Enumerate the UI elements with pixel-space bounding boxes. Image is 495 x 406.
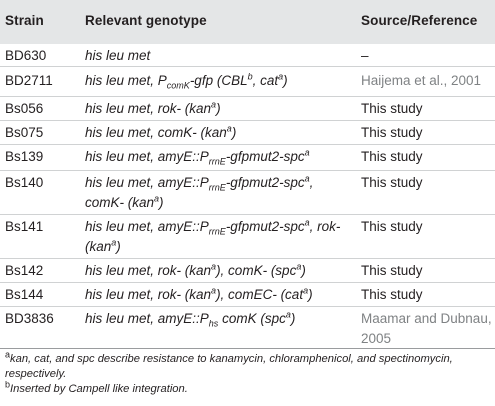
table-header <box>0 0 495 44</box>
source-cell: This study <box>361 219 423 234</box>
source-cell: This study <box>361 149 423 164</box>
strain-cell: Bs139 <box>5 149 44 164</box>
strain-cell: Bs056 <box>5 101 44 116</box>
footnote-a: $^a$kan, cat, and spc describe resistance to kanamycin, chloramphenicol, and spectinomycin, respectively. <box>5 349 453 380</box>
table-row <box>0 66 495 97</box>
strain-cell: Bs140 <box>5 175 44 190</box>
source-cell: Haijema et al., 2001 <box>361 73 482 88</box>
header-genotype: Relevant genotype <box>85 13 207 28</box>
table-row <box>0 44 495 66</box>
table-row <box>0 306 495 349</box>
footnote-b: $^b$Inserted by Campell like integration. <box>5 379 188 395</box>
source-cell: This study <box>361 263 423 278</box>
strain-cell: Bs144 <box>5 287 44 302</box>
table-row-last-border <box>0 348 495 349</box>
genotype-cell: his leu met, $P_{comK}$-gfp (CBL$^b$, cat$^a$) <box>85 71 288 91</box>
source-cell: This study <box>361 287 423 302</box>
table-row <box>0 282 495 307</box>
genotype-cell: his leu met, $amyE::P_{rrnE}-gfpmut2-spc^a$, rok- (kan$^a$) <box>85 217 341 254</box>
genotype-cell: his leu met, rok- (kan$^a$), comEC- (cat$^a$) <box>85 285 313 302</box>
strain-cell: BD2711 <box>5 73 53 88</box>
strain-cell: Bs142 <box>5 263 44 278</box>
source-cell: This study <box>361 175 423 190</box>
genotype-cell: his leu met, $amyE::P_{rrnE}-gfpmut2-spc^a$, comK- (kan$^a$) <box>85 173 314 210</box>
table-row <box>0 96 495 121</box>
table-row <box>0 144 495 171</box>
strain-cell: Bs075 <box>5 125 44 140</box>
header-source: Source/Reference <box>361 13 478 28</box>
genotype-cell: his leu met, rok- (kan$^a$), comK- (spc$^a$) <box>85 261 306 278</box>
strain-cell: BD3836 <box>5 311 54 326</box>
source-cell: This study <box>361 101 423 116</box>
genotype-cell: his leu met, $amyE::P_{hs}$ comK (spc$^a$) <box>85 309 296 329</box>
table-row <box>0 258 495 283</box>
genotype-cell: his leu met, comK- (kan$^a$) <box>85 123 237 140</box>
table-row <box>0 214 495 259</box>
source-cell: – <box>361 48 369 63</box>
source-cell: This study <box>361 125 423 140</box>
header-strain: Strain <box>5 13 44 28</box>
genotype-cell: his leu met <box>85 48 151 63</box>
table-row <box>0 120 495 145</box>
genotype-cell: his leu met, rok- (kan$^a$) <box>85 99 221 116</box>
table-row <box>0 170 495 215</box>
source-cell: Maamar and Dubnau, 2005 <box>361 311 492 346</box>
genotype-cell: his leu met, $amyE::P_{rrnE}-gfpmut2-spc^a$ <box>85 147 310 167</box>
strain-cell: BD630 <box>5 48 47 63</box>
strain-cell: Bs141 <box>5 219 44 234</box>
